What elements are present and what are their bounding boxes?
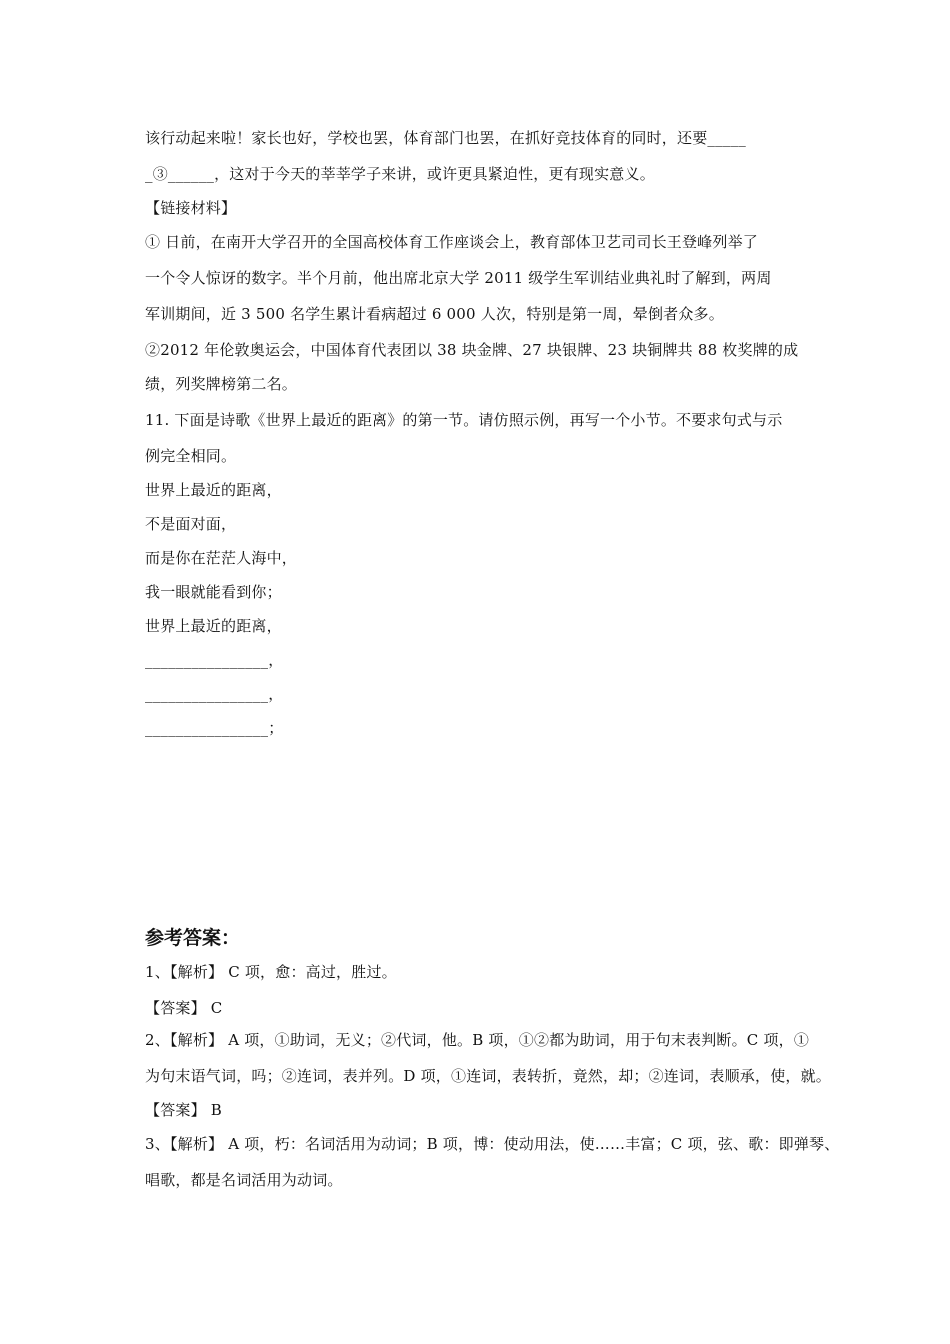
- question-11-line1: 11. 下面是诗歌《世界上最近的距离》的第一节。请仿照示例，再写一个小节。不要求句式与示: [145, 411, 783, 429]
- answer-2-analysis-line2: 为句末语气词，吗；②连词，表并列。D 项，①连词，表转折，竟然，却；②连词，表顺承，使，就。: [145, 1067, 831, 1085]
- poem-line: 世界上最近的距离，: [145, 481, 282, 499]
- passage-line-1: 该行动起来啦！家长也好，学校也罢，体育部门也罢，在抓好竞技体育的同时，还要_____: [145, 129, 746, 147]
- answer-2-analysis-line1: 2、【解析】 A 项，①助词，无义；②代词，他。B 项，①②都为助词，用于句末表判断。C 项，①: [145, 1031, 810, 1049]
- answer-1-analysis: 1、【解析】 C 项，愈：高过，胜过。: [145, 963, 397, 981]
- poem-blank-line: ________________；: [145, 719, 284, 737]
- answer-3-analysis-line2: 唱歌，都是名词活用为动词。: [145, 1171, 343, 1189]
- answer-3-analysis-line1: 3、【解析】 A 项，朽：名词活用为动词；B 项，博：使动用法，使……丰富；C 项，弦、歌：即弹琴、: [145, 1135, 840, 1153]
- passage-line-2: _③______，这对于今天的莘莘学子来讲，或许更具紧迫性，更有现实意义。: [145, 165, 655, 183]
- link-material-item2-line2: 绩，列奖牌榜第二名。: [145, 375, 298, 393]
- link-material-title: 【链接材料】: [145, 199, 237, 217]
- link-material-item2-line1: ②2012 年伦敦奥运会，中国体育代表团以 38 块金牌、27 块银牌、23 块铜牌共 88 枚奖牌的成: [145, 341, 799, 359]
- link-material-item1-line2: 一个令人惊讶的数字。半个月前，他出席北京大学 2011 级学生军训结业典礼时了解到，两周: [145, 269, 772, 287]
- poem-line: 不是面对面，: [145, 515, 237, 533]
- answers-heading: 参考答案：: [145, 927, 241, 949]
- poem-blank-line: ________________，: [145, 685, 284, 703]
- answer-1-answer: 【答案】 C: [145, 999, 223, 1017]
- answer-2-answer: 【答案】 B: [145, 1101, 222, 1119]
- poem-line: 而是你在茫茫人海中，: [145, 549, 298, 567]
- poem-line: 我一眼就能看到你；: [145, 583, 282, 601]
- link-material-item1-line3: 军训期间，近 3 500 名学生累计看病超过 6 000 人次，特别是第一周，晕倒者众多。: [145, 305, 724, 323]
- question-11-line2: 例完全相同。: [145, 447, 237, 465]
- poem-line: 世界上最近的距离，: [145, 617, 282, 635]
- poem-blank-line: ________________，: [145, 651, 284, 669]
- link-material-item1-line1: ① 日前，在南开大学召开的全国高校体育工作座谈会上，教育部体卫艺司司长王登峰列举了: [145, 233, 758, 251]
